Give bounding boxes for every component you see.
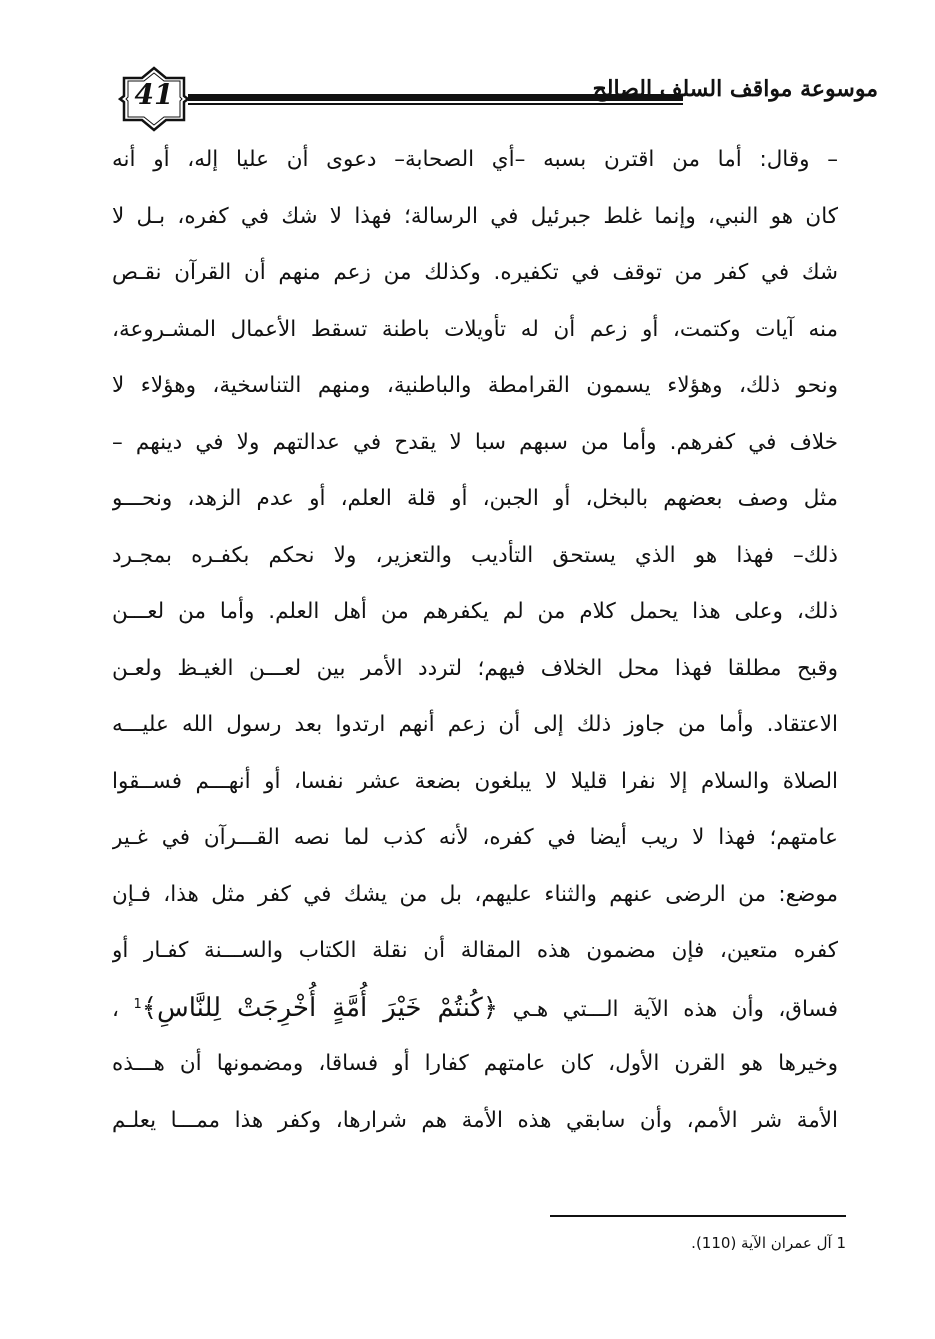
page-number: 41 <box>134 78 174 111</box>
footnote: 1 آل عمران الآية (110). <box>691 1234 846 1252</box>
text-line: عامتهم؛ فهذا لا ريب أيضا في كفره، لأنه كذب لما نصه القـــرآن في غـير <box>112 825 838 850</box>
text-line: ذلك، وعلى هذا يحمل كلام من لم يكفرهم من أهل العلم. وأما من لعـــن <box>112 599 838 624</box>
text-line: خلاف في كفرهم. وأما من سبهم سبا لا يقدح في عدالتهم ولا في دينهم – <box>112 429 838 455</box>
text-line: الأمة شر الأمم، وأن سابقي هذه الأمة هم شرارها، وكفر هذا ممـــا يعلـم <box>112 1107 838 1133</box>
main-text <box>112 132 838 1149</box>
verse-line <box>112 980 838 1037</box>
text-line: شك في كفر من توقف في تكفيره. وكذلك من زعم منهم أن القرآن نقـص <box>112 260 838 285</box>
text-line: الاعتقاد. وأما من جاوز ذلك إلى أن زعم أنهم ارتدوا بعد رسول الله عليـــه <box>112 712 838 737</box>
verse-line-prefix: فساق، وأن هذه الآية الـــتي هـي <box>512 996 838 1022</box>
book-title: موسوعة مواقف السلف الصالح <box>592 76 878 102</box>
text-line: وخيرها هو القرن الأول، كان عامتهم كفارا أو فساقا، ومضمونها أن هـــذه <box>112 1051 838 1076</box>
quran-verse: ﴿كُنتُمْ خَيْرَ أُمَّةٍ أُخْرِجَتْ لِلنَّاسِ﴾ <box>141 992 499 1023</box>
text-line: كان هو النبي، وإنما غلط جبرئيل في الرسالة؛ فهذا لا شك في كفره، بـل لا <box>112 203 838 229</box>
text-line: كفره متعين، فإن مضمون هذه المقالة أن نقلة الكتاب والســـنة كفـار أو <box>112 938 838 963</box>
text-line: موضع: من الرضى عنهم والثناء عليهم، بل من يشك في كفر مثل هذا، فـإن <box>112 881 838 907</box>
text-line: الصلاة والسلام إلا نفرا قليلا لا يبلغون بضعة عشر نفسا، أو أنهـــم فســقوا <box>112 768 838 794</box>
page-number-badge <box>118 66 190 132</box>
text-line: وقبح مطلقا فهذا محل الخلاف فيهم؛ لتردد الأمر بين لعـــن الغيـظ ولعـن <box>112 655 838 681</box>
footnote-reference: 1 <box>133 996 142 1012</box>
text-line: ذلك– فهذا هو الذي يستحق التأديب والتعزير، ولا نحكم بكفـره بمجـرد <box>112 542 838 568</box>
text-line: مثل وصف بعضهم بالبخل، أو الجبن، أو قلة العلم، أو عدم الزهد، ونحـــو <box>112 486 838 511</box>
text-line: ونحو ذلك، وهؤلاء يسمون القرامطة والباطنية، ومنهم التناسخية، وهؤلاء لا <box>112 373 838 398</box>
text-line: – وقال: أما من اقترن بسبه –أي الصحابة– دعوى أن عليا إله، أو أنه <box>112 147 838 172</box>
footnote-separator <box>550 1215 846 1217</box>
verse-line-suffix: ، <box>112 996 119 1022</box>
page-header <box>118 66 878 132</box>
text-line: منه آيات وكتمت، أو زعم أن له تأويلات باطنة تسقط الأعمال المشـروعة، <box>112 316 838 342</box>
